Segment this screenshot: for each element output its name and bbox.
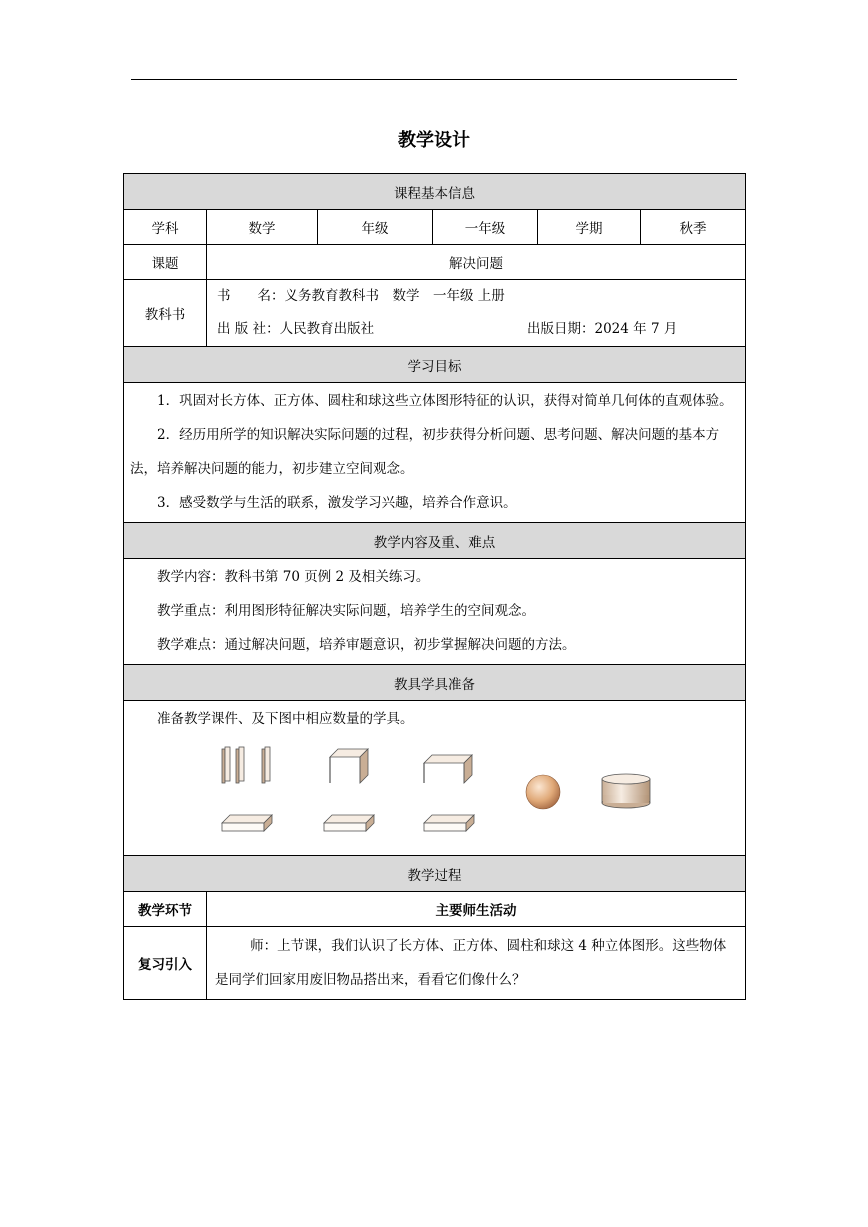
objective-item: 2．经历用所学的知识解决实际问题的过程，初步获得分析问题、思考问题、解决问题的基本方法，培养解决问题的能力，初步建立空间观念。 <box>130 427 720 477</box>
textbook-label: 教科书 <box>124 280 207 347</box>
flat-block-icon <box>424 815 474 831</box>
page-title: 教学设计 <box>398 130 470 151</box>
flat-block-icon <box>222 815 272 831</box>
section-header-basic-info: 课程基本信息 <box>124 174 746 210</box>
activity-column-header: 主要师生活动 <box>207 892 746 927</box>
lesson-plan-table <box>123 173 746 1000</box>
tools-text: 准备教学课件、及下图中相应数量的学具。 <box>157 711 414 727</box>
sphere-icon <box>526 775 560 809</box>
content-item: 教学重点：利用图形特征解决实际问题，培养学生的空间观念。 <box>157 603 535 619</box>
textbook-info <box>207 280 746 347</box>
topic-label: 课题 <box>124 245 207 280</box>
publisher-label: 出 版 社： <box>217 321 280 337</box>
tools-illustration <box>124 737 745 855</box>
stage-column-header: 教学环节 <box>124 892 207 927</box>
two-sided-frame-icon <box>330 749 368 783</box>
content-body <box>124 559 746 665</box>
subject-label: 学科 <box>124 210 207 245</box>
objective-item: 1．巩固对长方体、正方体、圆柱和球这些立体图形特征的认识，获得对简单几何体的直观体验。 <box>157 393 733 409</box>
book-name-value: 义务教育教科书 数学 一年级 上册 <box>284 288 505 304</box>
publish-date <box>527 313 677 346</box>
subject-value: 数学 <box>207 210 318 245</box>
grade-label: 年级 <box>318 210 433 245</box>
cylinder-icon <box>602 774 650 808</box>
flat-block-icon <box>324 815 374 831</box>
activity-text: 师：上节课，我们认识了长方体、正方体、圆柱和球这 4 种立体图形。这些物体是同学们回家用废旧物品搭出来，看看它们像什么？ <box>215 938 727 988</box>
book-name-line <box>207 280 745 313</box>
content-item: 教学难点：通过解决问题，培养审题意识，初步掌握解决问题的方法。 <box>157 637 576 653</box>
publisher-value: 人民教育出版社 <box>279 321 375 337</box>
geometric-solids-figure <box>124 737 744 855</box>
objectives-body <box>124 383 746 523</box>
tools-body <box>124 701 746 856</box>
term-value: 秋季 <box>641 210 746 245</box>
section-header-process: 教学过程 <box>124 856 746 892</box>
activity-cell <box>207 927 746 1000</box>
section-header-tools: 教具学具准备 <box>124 665 746 701</box>
grade-value: 一年级 <box>433 210 538 245</box>
topic-value: 解决问题 <box>207 245 746 280</box>
three-upright-boards-icon <box>222 747 270 783</box>
header-rule <box>131 79 737 80</box>
table-row <box>124 927 746 1000</box>
section-header-content: 教学内容及重、难点 <box>124 523 746 559</box>
publish-date-label: 出版日期： <box>527 321 595 337</box>
term-label: 学期 <box>538 210 641 245</box>
section-header-objectives: 学习目标 <box>124 347 746 383</box>
publisher-line <box>207 313 745 346</box>
publish-date-value: 2024 年 7 月 <box>594 321 678 337</box>
table-frame-icon <box>424 755 472 783</box>
stage-cell: 复习引入 <box>124 927 207 1000</box>
objective-item: 3．感受数学与生活的联系，激发学习兴趣，培养合作意识。 <box>157 495 517 511</box>
content-item: 教学内容：教科书第 70 页例 2 及相关练习。 <box>157 569 430 585</box>
book-name-label: 书 名： <box>217 288 285 304</box>
